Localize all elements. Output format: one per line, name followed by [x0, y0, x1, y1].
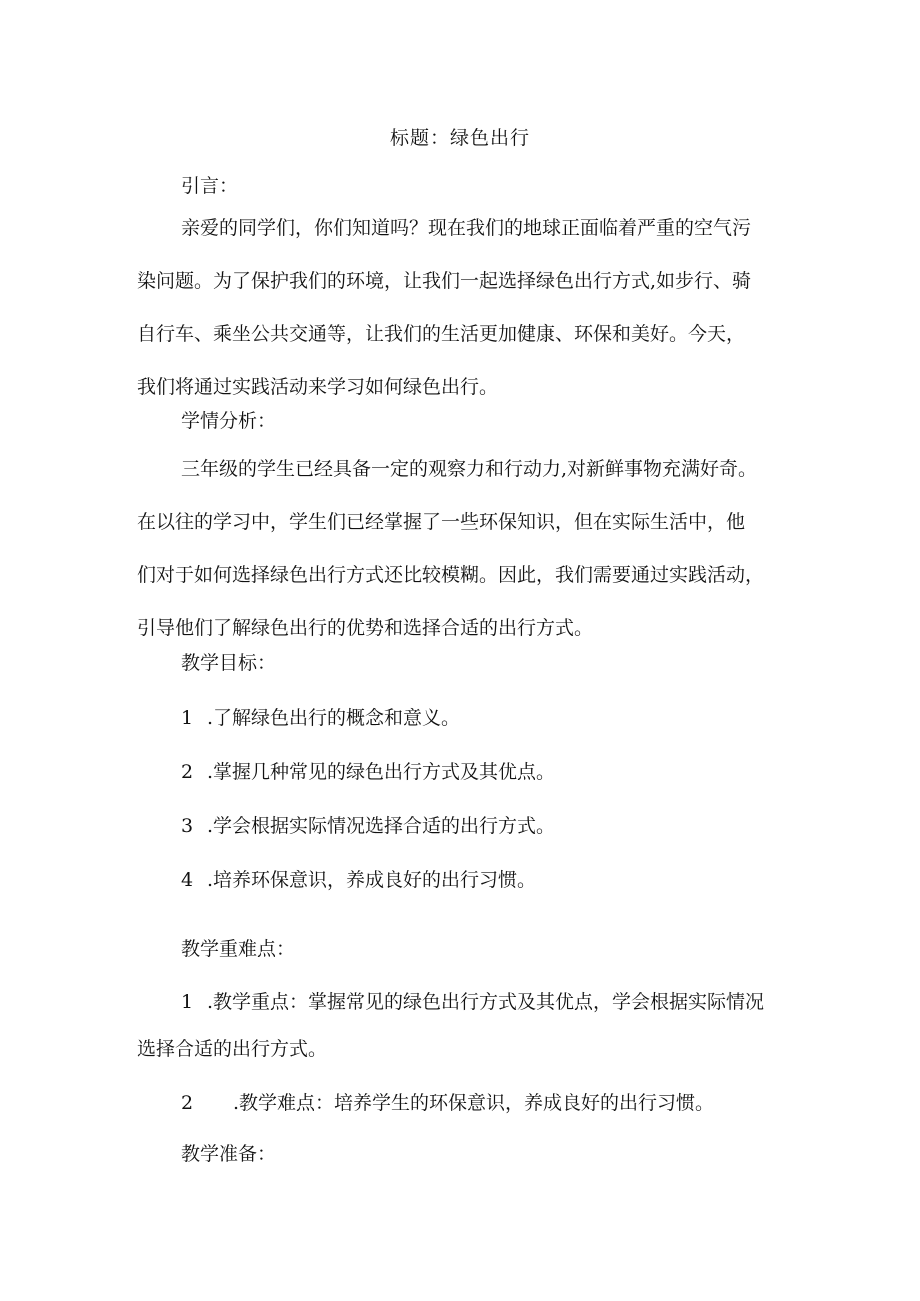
analysis-paragraph: [137, 455, 787, 642]
analysis-heading: 学情分析：: [181, 410, 277, 432]
intro-heading: 引言：: [181, 175, 239, 197]
intro-paragraph: [137, 214, 787, 401]
goal-item: [181, 866, 536, 894]
keypoint-text-continued: 选择合适的出行方式。: [137, 1038, 328, 1060]
goal-text: .学会根据实际情况选择合适的出行方式。: [207, 815, 556, 837]
intro-line: 自行车、乘坐公共交通等，让我们的生活更加健康、环保和美好。今天，: [137, 323, 746, 345]
goals-heading: 教学目标：: [181, 652, 277, 674]
goal-text: .了解绿色出行的概念和意义。: [207, 707, 461, 729]
analysis-line: 在以往的学习中，学生们已经掌握了一些环保知识，但在实际生活中，他: [137, 511, 746, 533]
intro-line: 我们将通过实践活动来学习如何绿色出行。: [137, 376, 499, 398]
intro-line: 亲爱的同学们，你们知道吗？现在我们的地球正面临着严重的空气污: [181, 217, 752, 239]
keypoint-item: [181, 1089, 714, 1117]
goal-text: .掌握几种常见的绿色出行方式及其优点。: [207, 761, 556, 783]
analysis-line: 们对于如何选择绿色出行方式还比较模糊。因此，我们需要通过实践活动，: [137, 564, 765, 586]
document-title: 标题：绿色出行: [389, 127, 530, 149]
keypoints-heading: 教学重难点：: [181, 938, 296, 960]
keypoint-text: .教学重点：掌握常见的绿色出行方式及其优点，学会根据实际情况: [207, 991, 765, 1013]
goal-number: 3: [181, 815, 194, 837]
intro-line: 染问题。为了保护我们的环境，让我们一起选择绿色出行方式,如步行、骑: [137, 270, 752, 292]
goal-number: 1: [181, 707, 194, 729]
keypoint-number: 2: [181, 1092, 194, 1114]
keypoint-item: [181, 988, 764, 1016]
goal-item: [181, 704, 460, 732]
goal-text: .培养环保意识，养成良好的出行习惯。: [207, 869, 537, 891]
keypoint-text: .教学难点：培养学生的环保意识，养成良好的出行习惯。: [233, 1092, 715, 1114]
keypoint-continuation: [137, 1035, 787, 1063]
keypoint-number: 1: [181, 991, 194, 1013]
goal-item: [181, 812, 555, 840]
preparation-heading: 教学准备：: [181, 1143, 277, 1165]
goal-number: 4: [181, 869, 194, 891]
goal-item: [181, 758, 555, 786]
analysis-line: 引导他们了解绿色出行的优势和选择合适的出行方式。: [137, 617, 594, 639]
analysis-line: 三年级的学生已经具备一定的观察力和行动力,对新鲜事物充满好奇。: [181, 458, 758, 480]
goal-number: 2: [181, 761, 194, 783]
